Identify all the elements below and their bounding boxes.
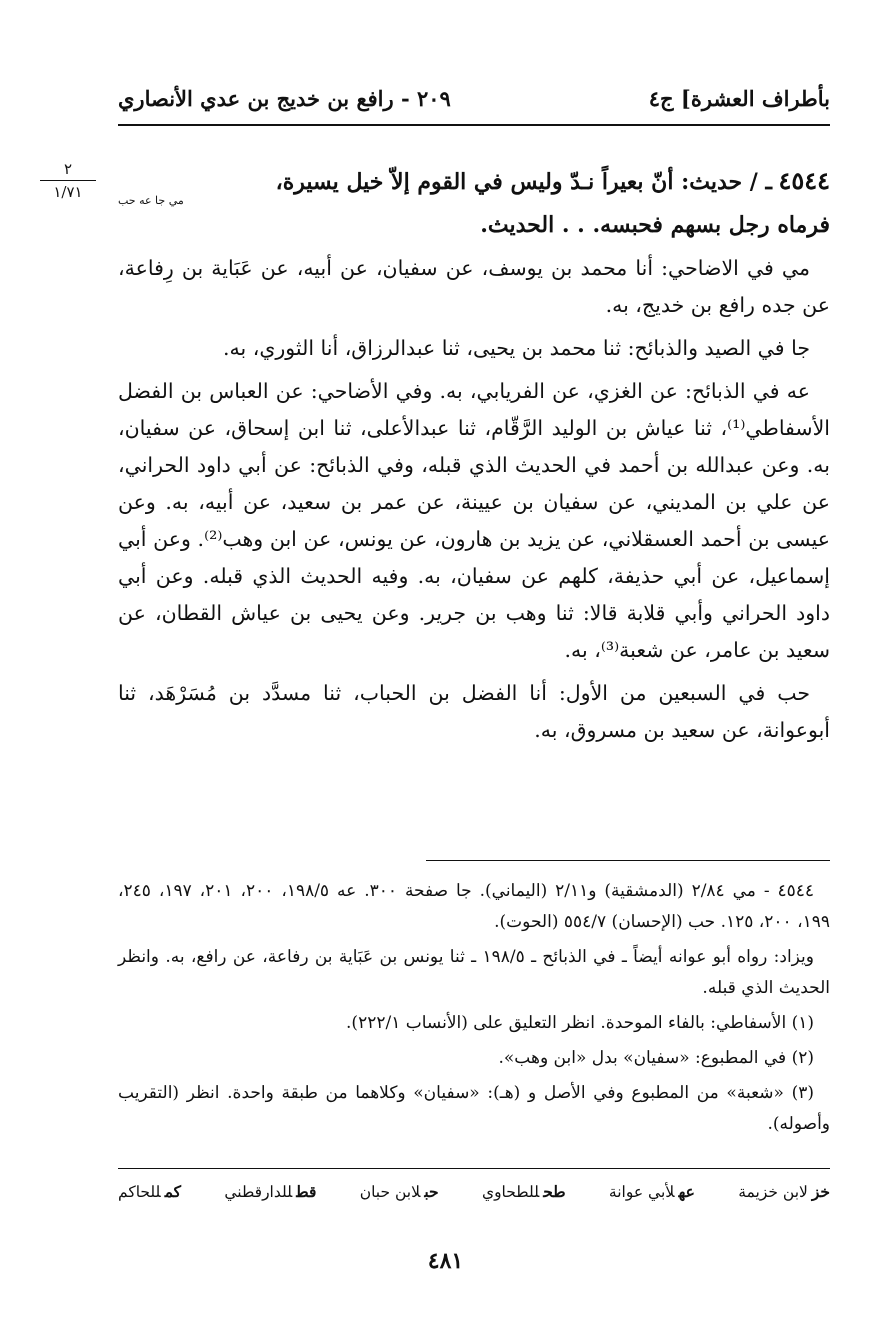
- footnote-addition: ويزاد: رواه أبو عوانه أيضاً ـ في الذبائح ـ ١٩٨/٥ ـ ثنا يونس بن عَبَاية بن رفاعة، عن رافع، به. وانظر الحديث الذي قبله.: [118, 947, 830, 998]
- footnote-3: (٣) «شعبة» من المطبوع وفي الأصل و (هـ): «سفيان» وكلاهما من طبقة واحدة. انظر (التقريب وأصوله).: [118, 1083, 830, 1134]
- hadith-heading: [118, 162, 830, 244]
- hadith-continuation: فرماه رجل بسهم فحبسه. . . الحديث.: [480, 212, 830, 238]
- paragraph-ibn-jarud: جا في الصيد والذبائح: ثنا محمد بن يحيى، ثنا عبدالرزاق، أنا الثوري، به.: [223, 336, 810, 360]
- abbr-item: حبلابن حبان: [359, 1182, 439, 1201]
- paragraph-darimi: مي في الاضاحي: أنا محمد بن يوسف، عن سفيان، عن أبيه، عن عَبَاية بن رِفاعة، عن جده رافع بن خديج، به.: [118, 256, 830, 317]
- paragraph-abu-awana: عه في الذبائح: عن الغزي، عن الفريابي، به. وفي الأضاحي: عن العباس بن الفضل الأسفاطي⁽¹⁾، ثنا عياش بن الوليد الرَّقّام، ثنا عبدالأعلى، ثنا ابن إسحاق، عن سفيان، به. وعن عبدالله بن أحمد في الحديث الذي قبله، وفي الذبائح: عن أبي داود الحراني، عن علي بن المديني، عن سفيان بن عيينة، عن عمر بن سعيد، عن أبيه، به. وعن عيسى بن أحمد العسقلاني، عن يزيد بن هارون، عن يونس، عن ابن وهب⁽²⁾. وعن أبي إسماعيل، عن أبي حذيفة، كلهم عن سفيان، به. وفيه الحديث الذي قبله. وعن أبي داود الحراني وأبي قلابة قالا: ثنا وهب بن جرير. وعن يحيى بن عياش القطان، عن سعيد بن عامر، عن شعبة⁽³⁾، به.: [118, 379, 830, 662]
- abbreviation-key: [118, 1182, 830, 1201]
- footnote-1: (١) الأسفاطي: بالفاء الموحدة. انظر التعليق على (الأنساب ٢٢٢/١).: [346, 1013, 814, 1033]
- abbr-item: طحللطحاوي: [481, 1182, 566, 1201]
- hadith-sigla: مي جا عه حب: [118, 194, 184, 207]
- footnote-2: (٢) في المطبوع: «سفيان» بدل «ابن وهب».: [498, 1048, 814, 1068]
- main-text: [118, 162, 830, 755]
- paragraph-ibn-hibban: حب في السبعين من الأول: أنا الفضل بن الحباب، ثنا مسدَّد بن مُسَرْهَد، ثنا أبوعوانة، عن سعيد بن مسروق، به.: [118, 681, 830, 742]
- page-number: ٤٨١: [427, 1248, 464, 1274]
- margin-reference: [40, 160, 96, 201]
- footnote-sources: ٤٥٤٤ - مي ٢/٨٤ (الدمشقية) و٢/١١ (اليماني). جا صفحة ٣٠٠. عه ١٩٨/٥، ٢٠٠، ٢٠١، ١٩٧، ٢٤٥، ١٩٩، ٢٠٠، ١٢٥. حب (الإحسان) ٥٥٤/٧ (الحوت).: [118, 881, 830, 932]
- abbr-item: كمللحاكم: [118, 1182, 182, 1201]
- header-section-title: ٢٠٩ - رافع بن خديج بن عدي الأنصاري: [118, 85, 451, 111]
- hadith-opening: ـ / حديث: أنّ بعيراً نـدّ وليس في القوم إلاّ خيل يسيرة،: [275, 169, 772, 195]
- margin-ref-line: [40, 180, 96, 181]
- running-header: [118, 78, 830, 118]
- header-rule: [118, 124, 830, 126]
- abbreviation-rule: [118, 1168, 830, 1169]
- footnotes: [118, 876, 830, 1144]
- abbr-item: خزلابن خزيمة: [738, 1182, 830, 1201]
- header-book-title: بأطراف العشرة] ج٤: [648, 85, 830, 111]
- margin-ref-bottom: ١/٧١: [53, 183, 83, 201]
- abbr-item: عهلأبي عوانة: [608, 1182, 695, 1201]
- hadith-number: ٤٥٤٤: [778, 166, 830, 195]
- abbr-item: قطللدارقطني: [224, 1182, 317, 1201]
- footnote-rule: [426, 860, 830, 861]
- margin-ref-top: ٢: [63, 160, 73, 178]
